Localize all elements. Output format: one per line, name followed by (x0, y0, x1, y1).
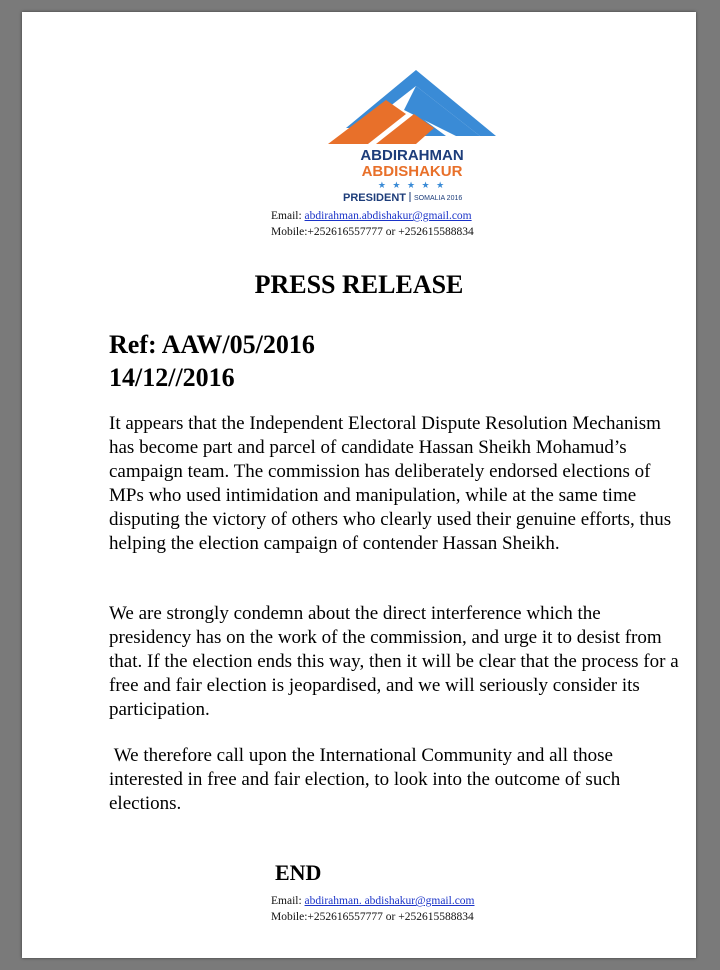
document-title: PRESS RELEASE (254, 270, 464, 299)
paragraph-1: It appears that the Independent Electoral Dispute Resolution Mechanism has become part and parcel of candidate Hassan Sheikh Mohamud’s campaign team. The commission has deliberately endorsed elections of MPs who used intimidation and manipulation, while at the same time disputing the victory of others who clearly used their genuine efforts, thus helping the election campaign of contender Hassan Sheikh. (109, 413, 672, 554)
paragraph-2: We are strongly condemn about the direct interference which the presidency has on the work of the commission, and urge it to desist from that. If the election ends this way, then it will be clear that the process for a free and fair election is jeopardised, and we will seriously consider its participation. (109, 603, 679, 720)
paragraph-3: We therefore call upon the International Community and all those interested in free and fair election, to look into the outcome of such elections. (109, 745, 625, 814)
logo-stars: ★ ★ ★ ★ ★ (377, 180, 447, 190)
email-line (271, 208, 474, 224)
email-label: Email: (271, 895, 305, 907)
campaign-logo (306, 64, 518, 204)
email-link[interactable]: abdirahman.abdishakur@gmail.com (304, 210, 472, 222)
logo-name-line2: ABDISHAKUR (361, 163, 463, 180)
email-label: Email: (271, 210, 305, 222)
logo-country-year: SOMALIA 2016 (414, 195, 463, 202)
mobile-line: Mobile:+252616557777 or +252615588834 (271, 911, 474, 923)
email-line (271, 893, 475, 909)
release-date: 14/12//2016 (109, 363, 235, 392)
email-link[interactable]: abdirahman. abdishakur@gmail.com (304, 895, 475, 907)
logo-name-line1: ABDIRAHMAN (360, 147, 464, 164)
contact-footer (271, 893, 475, 925)
document-page (22, 12, 696, 958)
end-marker: END (275, 860, 322, 885)
contact-header (271, 208, 474, 240)
mobile-line: Mobile:+252616557777 or +252615588834 (271, 226, 474, 238)
logo-president-label: PRESIDENT (343, 192, 406, 204)
reference-block (109, 328, 315, 394)
reference-number: Ref: AAW/05/2016 (109, 330, 315, 359)
